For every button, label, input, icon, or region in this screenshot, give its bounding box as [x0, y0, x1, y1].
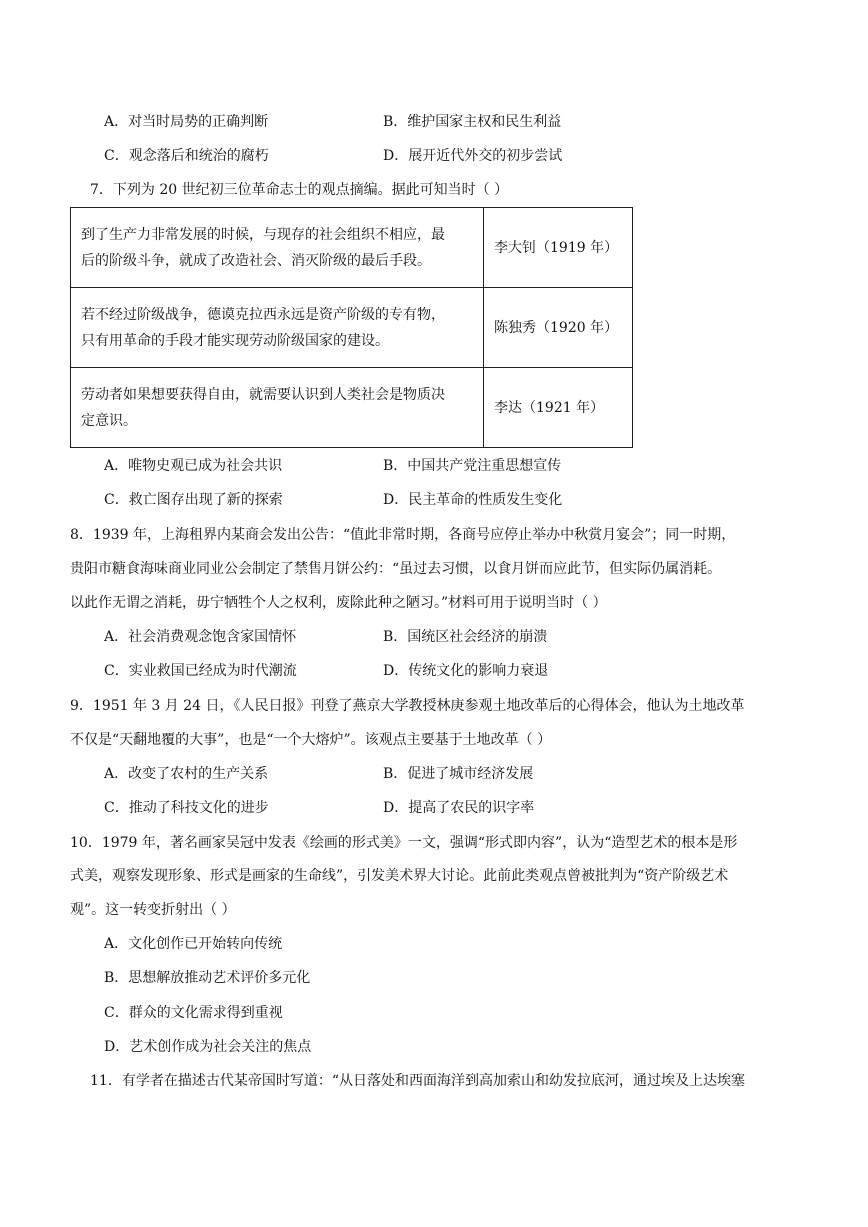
quote-cell — [71, 368, 484, 448]
q8-stem-line: 以此作无谓之消耗，毋宁牺牲个人之权利，废除此种之陋习。”材料可用于说明当时（ ） — [70, 595, 607, 611]
quote-cell — [71, 288, 484, 368]
q11-stem-line: 11．有学者在描述古代某帝国时写道：“从日落处和西面海洋到高加索山和幼发拉底河，通过埃及上达埃塞 — [90, 1073, 745, 1089]
quote-line: 若不经过阶级战争，德谟克拉西永远是资产阶级的专有物， — [81, 306, 445, 323]
table-row — [71, 288, 633, 368]
q7-quote-table — [70, 207, 633, 448]
q6-option-c: C．观念落后和统治的腐朽 — [104, 148, 269, 164]
q9-option-d: D．提高了农民的识字率 — [383, 800, 535, 816]
q7-option-a: A．唯物史观已成为社会共识 — [104, 458, 283, 474]
q10-stem-line: 观”。这一转变折射出（ ） — [70, 902, 236, 918]
q7-option-b: B．中国共产党注重思想宣传 — [383, 458, 562, 474]
q7-option-c: C．救亡图存出现了新的探索 — [104, 492, 283, 508]
quote-line: 只有用革命的手段才能实现劳动阶级国家的建设。 — [81, 332, 389, 349]
q6-option-a: A．对当时局势的正确判断 — [104, 114, 269, 130]
q7-option-d: D．民主革命的性质发生变化 — [383, 492, 563, 508]
quote-line: 到了生产力非常发展的时候，与现存的社会组织不相应，最 — [81, 226, 445, 243]
author-cell: 李达（1921 年） — [484, 368, 633, 448]
q10-stem-line: 10．1979 年，著名画家吴冠中发表《绘画的形式美》一文，强调“形式即内容”，认为“造型艺术的根本是形 — [70, 835, 738, 851]
author-cell: 陈独秀（1920 年） — [484, 288, 633, 368]
q10-option-c: C．群众的文化需求得到重视 — [104, 1005, 283, 1021]
q10-option-d: D．艺术创作成为社会关注的焦点 — [104, 1039, 312, 1055]
q8-option-d: D．传统文化的影响力衰退 — [383, 663, 549, 679]
quote-line: 定意识。 — [81, 412, 137, 429]
q9-option-c: C．推动了科技文化的进步 — [104, 800, 269, 816]
q9-option-a: A．改变了农村的生产关系 — [104, 766, 269, 782]
author-cell: 李大钊（1919 年） — [484, 208, 633, 288]
q8-stem-line: 8．1939 年，上海租界内某商会发出公告：“值此非常时期，各商号应停止举办中秋赏月宴会”；同一时期， — [70, 527, 736, 543]
quote-line: 后的阶级斗争，就成了改造社会、消灭阶级的最后手段。 — [81, 252, 431, 269]
q10-option-a: A．文化创作已开始转向传统 — [104, 936, 283, 952]
q8-option-c: C．实业救国已经成为时代潮流 — [104, 663, 297, 679]
q10-stem-line: 式美，观察发现形象、形式是画家的生命线”，引发美术界大讨论。此前此类观点曾被批判为“资产阶级艺术 — [70, 868, 729, 884]
q7-stem: 7．下列为 20 世纪初三位革命志士的观点摘编。据此可知当时（ ） — [90, 182, 509, 198]
q9-stem-line: 不仅是“天翻地覆的大事”，也是“一个大熔炉”。该观点主要基于土地改革（ ） — [70, 732, 552, 748]
q9-stem-line: 9．1951 年 3 月 24 日，《人民日报》刊登了燕京大学教授林庚参观土地改革后的心得体会，他认为土地改革 — [70, 698, 745, 714]
q8-option-a: A．社会消费观念饱含家国情怀 — [104, 629, 297, 645]
q8-stem-line: 贵阳市糖食海味商业同业公会制定了禁售月饼公约：“虽过去习惯，以食月饼而应此节，但实际仍属消耗。 — [70, 561, 722, 577]
q6-option-d: D．展开近代外交的初步尝试 — [383, 148, 563, 164]
q10-option-b: B．思想解放推动艺术评价多元化 — [104, 970, 311, 986]
table-row — [71, 368, 633, 448]
q6-option-b: B．维护国家主权和民生利益 — [383, 114, 562, 130]
quote-cell — [71, 208, 484, 288]
quote-line: 劳动者如果想要获得自由，就需要认识到人类社会是物质决 — [81, 386, 445, 403]
q9-option-b: B．促进了城市经济发展 — [383, 766, 534, 782]
table-row — [71, 208, 633, 288]
q8-option-b: B．国统区社会经济的崩溃 — [383, 629, 548, 645]
